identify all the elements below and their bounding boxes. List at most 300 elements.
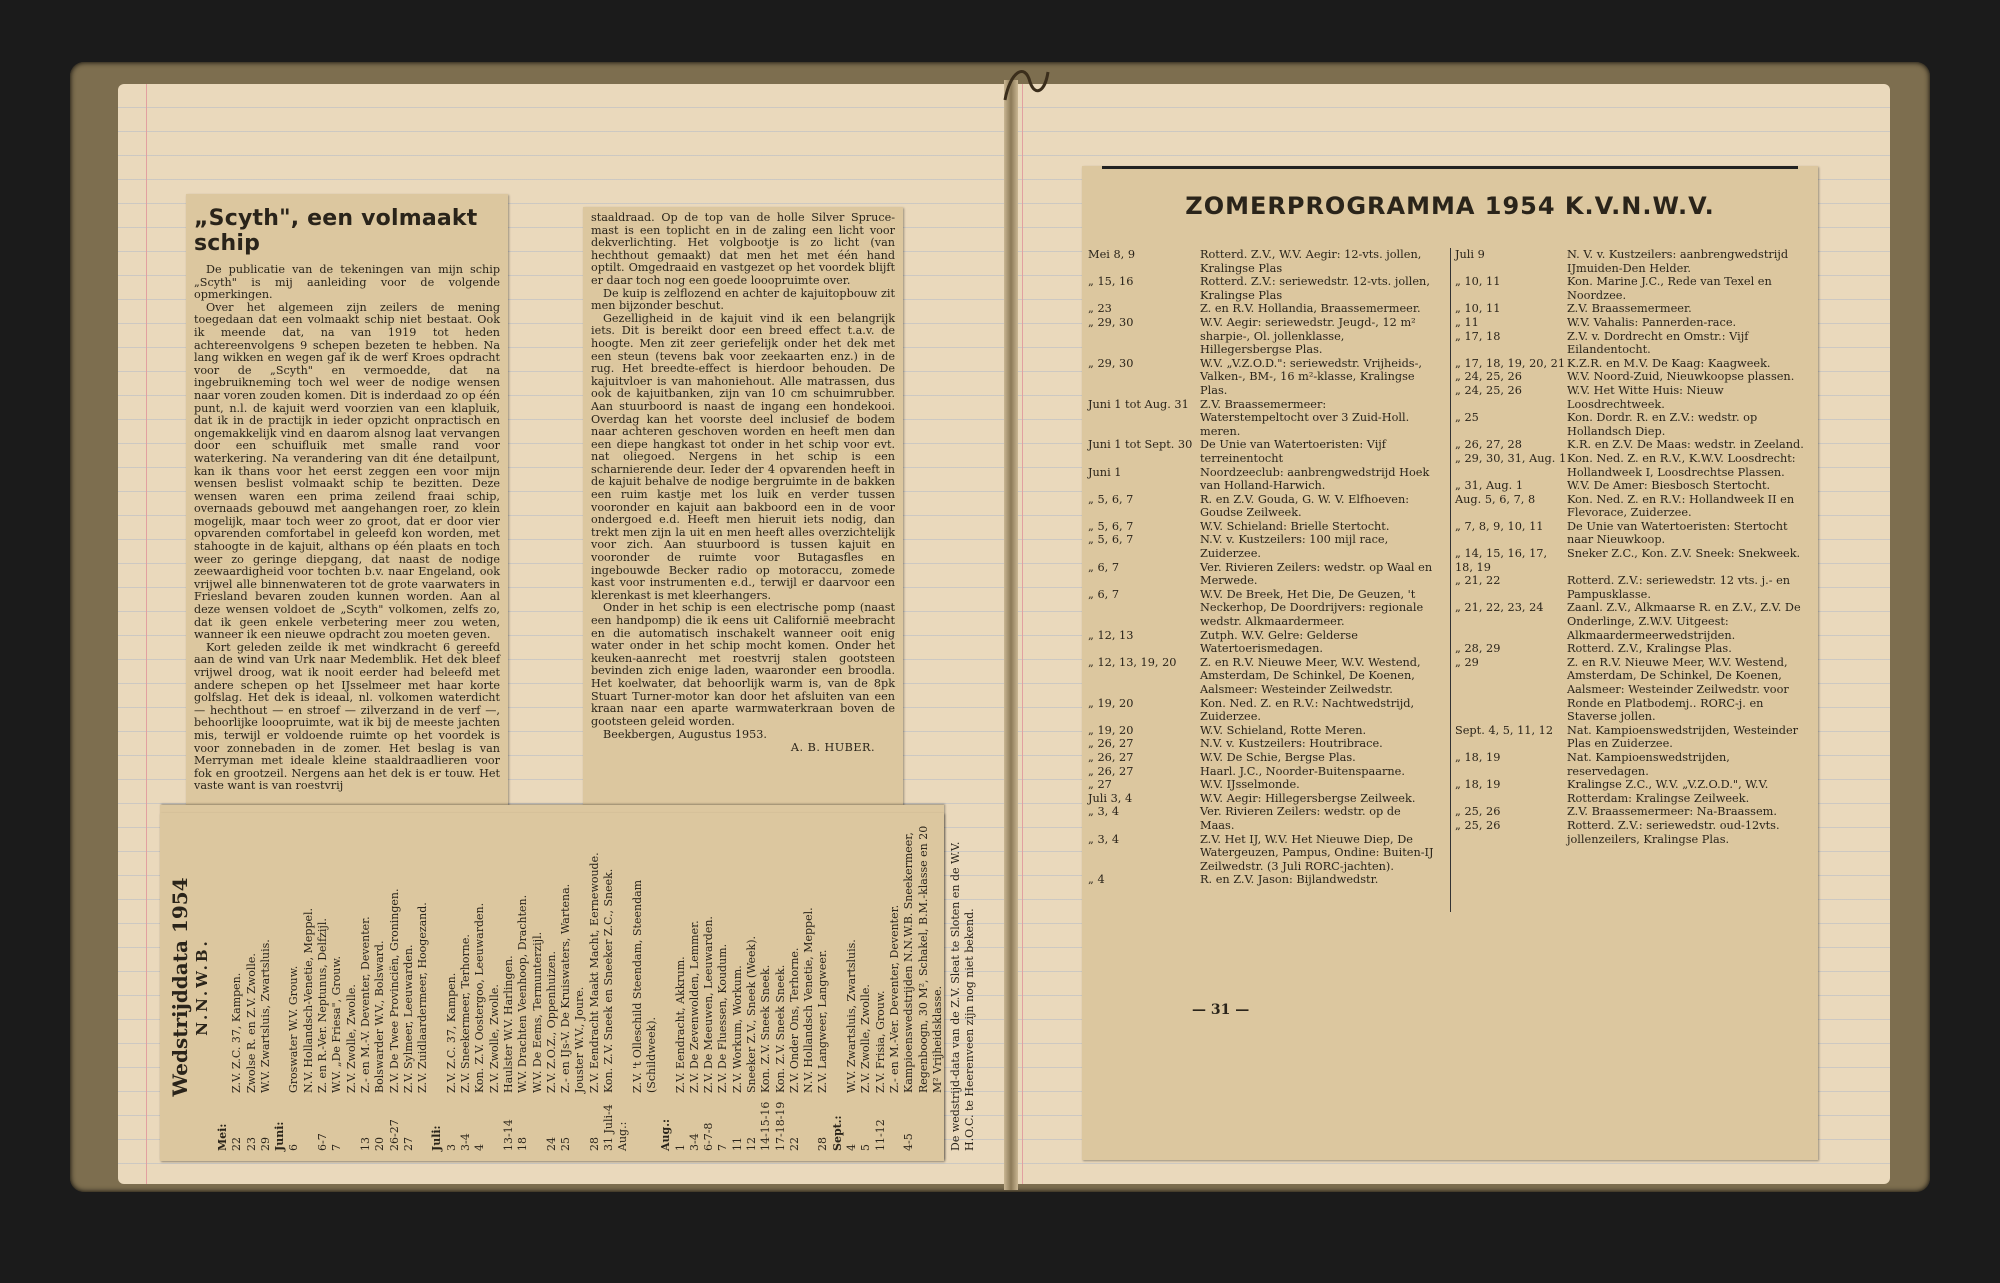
zomerprogramma-right-column [1445,248,1812,887]
date-cell: 4 [473,1144,487,1151]
date-cell: 29 [258,1137,272,1151]
date-cell: Juni: [273,1121,287,1151]
date-cell: 3 [444,1144,458,1151]
date-cell: 3-4 [687,1133,701,1151]
event-cell: Z.V. Z.C. 37, Kampen. [444,972,458,1093]
article-text-col2 [591,212,895,728]
list-item [1455,479,1812,493]
event-cell: R. en Z.V. Jason: Bijlandwedstr. [1200,873,1379,887]
date-cell: 17-18-19 [773,1101,787,1151]
list-item [1088,275,1445,302]
article-paragraph: De kuip is zelflozend en achter de kajuitopbouw zit men bijzonder beschut. [591,286,895,313]
list-item [688,823,702,1151]
list-item [1088,805,1445,832]
list-item [1088,520,1445,534]
event-cell: Kralingse Z.C., W.V. „V.Z.O.D.", W.V. Rotterdam: Kralingse Zeilweek. [1567,778,1769,805]
date-cell: 1 [673,1144,687,1151]
event-cell: W.V. „V.Z.O.D.": seriewedstr. Vrijheids-, Valken-, BM-, 16 m²-klasse, Kralingse Plas. [1200,356,1423,397]
event-cell: N.V. Hollandsch Venetie, Meppel. [802,907,816,1093]
event-cell [216,823,230,1093]
date-cell: „ 3, 4 [1088,805,1120,819]
event-cell: W.V. Aegir: Hillegersbergse Zeilweek. [1200,791,1416,805]
list-item [388,823,402,1151]
event-cell: Kampioenswedstrijden N.N.W.B. Sneekermeer, Regenboogn, 30 M², Schakel, B.M.-klasse en 20 M² Vrijheidsklasse. [902,825,944,1093]
list-item [1088,466,1445,493]
event-cell [659,823,673,1093]
event-cell: W.V. De Eems, Termunterzijl. [530,931,544,1093]
event-cell: Kon. Z.V. Sneek en Sneeker Z.C., Sneek. [602,868,616,1093]
list-item [1088,302,1445,316]
event-cell: Z.V. Eendracht Maakt Macht, Eernewoude. [587,852,601,1093]
list-item [430,823,444,1151]
list-item [531,823,545,1151]
date-cell [416,1093,430,1151]
date-cell: „ 17, 18, 19, 20, 21 [1455,356,1566,370]
list-item [359,823,373,1151]
date-cell: 6-7-8 [702,1122,716,1151]
list-item [373,823,387,1151]
list-item [402,823,416,1151]
list-item [1088,561,1445,588]
list-item [1088,724,1445,738]
date-cell [345,1093,359,1151]
date-cell: „ 29, 30 [1088,315,1134,329]
list-item [788,823,802,1151]
date-cell: „ 29, 30, 31, Aug. 1 [1455,451,1567,465]
list-item [1455,302,1812,316]
date-cell: Aug.: [659,1118,673,1151]
event-cell: Z.V. Braassemermeer. [1567,302,1692,316]
event-cell: Z.V. De Zevenwolden, Lemmer. [687,920,701,1093]
event-cell: W.V. Vahalis: Pannerden-race. [1567,315,1737,329]
date-cell [888,1093,902,1151]
event-cell: Ver. Rivieren Zeilers: wedstr. op Waal en Merwede. [1200,560,1433,588]
list-item [1088,792,1445,806]
event-cell: Z. en R.V. Nieuwe Meer, W.V. Westend, Amsterdam, De Schinkel, De Koenen, Aalsmeer: Westeinder Zeilwedstr. voor Ronde en Platbodemj.. RORC-j. en Staverse jollen. [1567,655,1789,724]
list-item [445,823,459,1151]
event-cell: De Unie van Watertoeristen: Stertocht naar Nieuwkoop. [1567,519,1788,547]
date-cell: 22 [787,1137,801,1151]
event-cell: Z.V. Sylmeer, Leeuwarden. [401,944,415,1093]
wedstrijddata-title: Wedstrijddata 1954 [168,877,192,1097]
event-cell: Rotterd. Z.V.: seriewedstr. oud-12vts. jollenzeilers, Kralingse Plas. [1567,818,1780,846]
event-cell: Rotterd. Z.V.: seriewedstr. 12-vts. jollen, Kralingse Plas [1200,275,1430,302]
date-cell: Juli 9 [1455,248,1485,261]
date-cell: „ 21, 22 [1455,574,1501,588]
event-cell: Z.V. Workum, Workum. [730,965,744,1093]
date-cell: „ 25, 26 [1455,805,1501,819]
event-cell: Z.V. Eendracht, Akkrum. [673,956,687,1093]
event-cell: W.V. De Breek, Het Die, De Geuzen, 't Neckerhop, De Doordrijvers: regionale wedstr. Alkmaardermeer. [1200,587,1424,629]
event-cell: Jouster W.V., Joure. [573,986,587,1093]
event-cell: Groswater W.V. Grouw. [287,965,301,1093]
date-cell [531,1093,545,1151]
event-cell: Zwolse R. en Z.V. Zwolle. [244,953,258,1093]
event-cell: De Unie van Watertoeristen: Vijf terreinentocht [1200,438,1386,465]
list-item [588,823,602,1151]
event-cell: W.V. Zwartsluis, Zwartsluis. [258,939,272,1093]
event-cell: Kon. Ned. Z. en R.V., K.W.V. Loosdrecht: Hollandweek I, Loosdrechtse Plassen. [1567,451,1796,479]
article-title: „Scyth", een volmaakt schip [194,206,478,256]
list-item [1455,805,1812,819]
list-item [902,823,945,1151]
event-cell: W.V. Het Witte Huis: Nieuw Loosdrechtweek. [1567,383,1724,411]
event-cell: Z.V. Braassemermeer: Waterstempeltocht over 3 Zuid-Holl. meren. [1200,397,1410,438]
list-item [1088,656,1445,697]
event-cell [430,823,444,1093]
date-cell: Sept.: [830,1115,844,1151]
date-cell: Mei 8, 9 [1088,248,1136,261]
list-item [1455,547,1812,574]
event-cell: Nat. Kampioenswedstrijden, Westeinder Plas en Zuiderzee. [1567,723,1799,751]
event-cell: N.V. v. Kustzeilers: Houtribrace. [1200,737,1383,751]
event-cell: Bolswarder W.V., Bolsward. [373,940,387,1093]
date-cell: Mei: [216,1123,229,1151]
list-item [1088,248,1445,275]
date-cell: „ 19, 20 [1088,723,1134,737]
date-cell: 20 [373,1137,387,1151]
article-paragraph: De publicatie van de tekeningen van mijn schip „Scyth" is mij aanleiding voor de volgende opmerkingen. [194,263,500,302]
date-cell: „ 27 [1088,778,1112,792]
date-cell: „ 26, 27 [1088,750,1134,764]
event-cell: W.V. Noord-Zuid, Nieuwkoopse plassen. [1567,370,1795,384]
list-item [1455,330,1812,357]
list-item [559,823,573,1151]
list-item [316,823,330,1151]
list-item [1455,452,1812,479]
date-cell: 13 [358,1137,372,1151]
event-cell: Kon. Dordr. R. en Z.V.: wedstr. op Hollandsch Diep. [1567,411,1758,438]
list-item [1088,778,1445,792]
date-cell: 14-15-16 [759,1101,773,1151]
list-item [545,823,559,1151]
event-cell: Nat. Kampioenswedstrijden, reservedagen. [1567,750,1730,778]
date-cell: 7 [330,1144,344,1151]
scyth-article-col1 [186,194,508,812]
list-item [1088,751,1445,765]
list-item [1088,833,1445,874]
list-item [716,823,730,1151]
list-item [502,823,516,1151]
event-cell: Rotterd. Z.V.: seriewedstr. 12 vts. j.- en Pampusklasse. [1567,574,1791,601]
date-cell: „ 28, 29 [1455,642,1501,656]
date-cell: „ 29 [1455,655,1479,669]
date-cell: „ 26, 27 [1088,737,1134,751]
date-cell: Juni 1 [1088,465,1122,479]
list-item [1088,493,1445,520]
list-item [859,823,873,1151]
article-paragraph: Onder in het schip is een electrische pomp (naast een handpomp) die ik eens uit Californië meebracht en die automatisch inschakelt wanneer ooit enig water onder in het schip mocht komen. Onder het keuken-aanrecht met roestvrij stalen gootsteen bevinden zich enige laden, waaronder een broodla. Het koelwater, dat behoorlijk warm is, van de 8pk Stuart Turner-motor kan door het afsluiten van een kraan naar een aparte warmwaterkraan boven de gootsteen geleid worden. [591,601,895,728]
date-cell: 18 [516,1137,530,1151]
date-cell: 7 [716,1144,730,1151]
list-item [816,823,830,1151]
date-cell [488,1093,502,1151]
date-cell: Juni 1 tot Sept. 30 [1088,438,1193,452]
event-cell [273,823,287,1093]
list-item [1455,411,1812,438]
date-cell: 11-12 [873,1119,887,1151]
article-text-col1 [194,264,500,793]
list-item [1088,629,1445,656]
event-cell: Kon. Ned. Z. en R.V.: Nachtwedstrijd, Zuiderzee. [1200,696,1415,724]
date-cell: Juli: [430,1125,444,1151]
list-item [802,823,816,1151]
list-item [1088,737,1445,751]
list-item [631,823,660,1151]
date-cell: 25 [559,1137,573,1151]
event-cell: Z.V. Frisia, Grouw. [873,990,887,1093]
zomerprogramma-title: ZOMERPROGRAMMA 1954 K.V.N.W.V. [1185,192,1715,220]
wedstrijddata-footer: De wedstrijd-data van de Z.V. Sleat te Sloten en de W.V. H.O.C. te Heerenveen zijn nog niet bekend. [949,841,977,1151]
date-cell: 3-4 [459,1133,473,1151]
scyth-article-col2 [583,207,903,813]
list-item [345,823,359,1151]
list-item [845,823,859,1151]
event-cell: Haulster W.V. Harlingen. [501,955,515,1093]
list-item [1088,533,1445,560]
event-cell: Z.V. Langweer, Langweer. [816,949,830,1093]
article-paragraph: Gezelligheid in de kajuit vind ik een belangrijk iets. Dit is bereikt door een breed effect t.a.v. de hoogte. Men zit zeer geriefelijk onder het dek met een steun (tevens bak voor zeekaarten enz.) in de rug. Het breedte-effect is hierdoor behouden. De kajuitvloer is van mahoniehout. Alle matrassen, dus ook de kajuitbanken, zijn van 10 cm schuimrubber. Aan stuurboord is naast de ingang een hondekooi. Overdag kan het voorste deel inclusief de bodem naar achteren geschoven worden en heeft men dan een diepe hangkast tot onder in het schip voor evt. nat oliegoed. Nergens in het schip is een scharnierende deur. Ieder der 4 opvarenden heeft in de kajuit behalve de nodige bergruimte in de bakken een ruim kastje met los luik en verder tussen vooronder en kajuit aan bakboord een in de voor ondergoed e.d. Heeft men hieruit iets nodig, dan trekt men zijn la uit en men heeft alles overzichtelijk voor zich. Aan stuurboord is tussen kajuit en vooronder de ruimte voor Butagasfles en ingebouwde Becker radio op motoraccu, zomede kast voor instrumenten e.d., terwijl er daarvoor een klerenkast is met kleerhangers. [591,311,895,602]
list-item [1455,357,1812,371]
list-item [488,823,502,1151]
date-cell: 22 [230,1137,244,1151]
event-cell: Kon. Ned. Z. en R.V.: Hollandweek II en Flevorace, Zuiderzee. [1567,492,1795,520]
list-item [874,823,888,1151]
list-item [1455,384,1812,411]
event-cell: W.V. „De Friesa", Grouw. [330,956,344,1093]
list-item [473,823,487,1151]
event-cell: Sneker Z.C., Kon. Z.V. Sneek: Snekweek. [1567,547,1801,561]
event-cell: Z.V. Het IJ, W.V. Het Nieuwe Diep, De Watergeuzen, Pampus, Ondine: Buiten-IJ Zeilwedstr. (3 Juli RORC-jachten). [1200,832,1434,873]
date-cell: „ 18, 19 [1455,778,1501,792]
date-cell: „ 6, 7 [1088,560,1120,574]
list-item [1455,574,1812,601]
list-item [1455,438,1812,452]
list-item [459,823,473,1151]
list-item [1088,398,1445,439]
event-cell: W.V. Schieland, Rotte Meren. [1200,723,1367,737]
date-cell: Juli 3, 4 [1088,791,1133,805]
event-cell: Z.V. 't Olleschild Steendam, Steendam (Schildweek). [630,879,658,1093]
zomerprogramma-rule [1102,166,1798,169]
event-cell: W.V. Aegir: seriewedstr. Jeugd-, 12 m² sharpie-, Ol. jollenklasse, Hillegersbergse Plas. [1200,315,1416,357]
event-cell: Z.- en M.-Ver. Deventer, Deventer. [887,904,901,1093]
date-cell: „ 23 [1088,302,1112,316]
date-cell: „ 3, 4 [1088,832,1120,846]
article-author: A. B. HUBER. [790,741,875,755]
date-cell: 6-7 [316,1133,330,1151]
event-cell: W.V. Zwartsluis, Zwartsluis. [845,939,859,1093]
wedstrijddata-body [160,813,977,1161]
date-cell: „ 5, 6, 7 [1088,492,1134,506]
event-cell: R. en Z.V. Gouda, G. W. V. Elfhoeven: Goudse Zeilweek. [1200,492,1410,520]
list-item [287,823,301,1151]
article-place-date: Beekbergen, Augustus 1953. [603,728,767,742]
event-cell: Z.V. Zwolle, Zwolle. [487,984,501,1093]
date-cell [302,1093,316,1151]
event-cell [831,823,845,1093]
event-cell: N. V. v. Kustzeilers: aanbrengwedstrijd IJmuiden-Den Helder. [1567,248,1789,275]
date-cell: „ 10, 11 [1455,275,1501,289]
list-item [330,823,344,1151]
event-cell: Z.V. Z.O.Z., Oppenhuizen. [544,951,558,1093]
event-cell: W.V. IJsselmonde. [1200,778,1300,792]
date-cell [802,1093,816,1151]
date-cell: 12 [744,1137,758,1151]
zomerprogramma-columns [1088,248,1812,887]
list-item [774,823,788,1151]
date-cell: 31 Juli-4 Aug.: [602,1104,630,1151]
date-cell: 5 [859,1144,873,1151]
event-cell: Z.V. De Fluessen, Koudum. [716,943,730,1093]
page-number: — 31 — [1192,1002,1250,1018]
date-cell: 27 [401,1137,415,1151]
date-cell: „ 31, Aug. 1 [1455,479,1524,493]
event-cell: N.V. Hollandsch-Venetie, Meppel. [301,907,315,1093]
date-cell [631,1093,660,1151]
list-item [1088,697,1445,724]
date-cell: „ 18, 19 [1455,750,1501,764]
list-item [1088,438,1445,465]
event-cell: Haarl. J.C., Noorder-Buitenspaarne. [1200,764,1405,778]
date-cell: Juni 1 tot Aug. 31 [1088,397,1189,411]
event-cell: W.V. Drachten Veenhoop, Drachten. [516,894,530,1093]
date-cell: „ 15, 16 [1088,275,1134,289]
article-signoff [591,728,895,754]
event-cell: W.V. Schieland: Brielle Stertocht. [1200,519,1390,533]
list-item [759,823,773,1151]
date-cell: „ 7, 8, 9, 10, 11 [1455,519,1544,533]
list-item [1455,751,1812,778]
event-cell: Z.V. Zwolle, Zwolle. [344,984,358,1093]
date-cell [573,1093,587,1151]
list-item [1455,493,1812,520]
list-item [1088,588,1445,629]
event-cell: K.Z.R. en M.V. De Kaag: Kaagweek. [1567,356,1771,370]
date-cell: 28 [816,1137,830,1151]
zomerprogramma-left-column [1088,248,1445,887]
list-item [230,823,244,1151]
list-item [1455,778,1812,805]
list-item [245,823,259,1151]
date-cell: „ 4 [1088,873,1105,887]
date-cell: 13-14 [501,1119,515,1151]
list-item [831,823,845,1151]
date-cell: „ 12, 13, 19, 20 [1088,655,1177,669]
event-cell: Sneeker Z.V., Sneek (Week). [744,935,758,1093]
event-cell: N.V. v. Kustzeilers: 100 mijl race, Zuiderzee. [1200,533,1389,561]
event-cell: Z.V. Sneekermeer, Terhorne. [459,934,473,1093]
wedstrijddata-list [216,823,945,1151]
date-cell: „ 6, 7 [1088,587,1120,601]
date-cell: „ 25, 26 [1455,818,1501,832]
event-cell: W.V. De Amer: Biesbosch Stertocht. [1567,479,1771,493]
event-cell: Z.V. v. Dordrecht en Omstr.: Vijf Eilandentocht. [1567,329,1749,357]
date-cell: „ 25 [1455,411,1479,425]
list-item [659,823,673,1151]
date-cell: „ 17, 18 [1455,329,1501,343]
list-item [674,823,688,1151]
list-item [573,823,587,1151]
list-item [1455,370,1812,384]
event-cell: Z.V. Zuidlaardermeer, Hoogezand. [416,902,430,1093]
event-cell: Z. en R.V. Hollandia, Braassemermeer. [1200,302,1421,316]
list-item [1088,316,1445,357]
date-cell: 11 [730,1137,744,1151]
list-item [1455,724,1812,751]
event-cell: Z. en R.V. Nieuwe Meer, W.V. Westend, Amsterdam, De Schinkel, De Koenen, Aalsmeer: Westeinder Zeilwedstr. [1200,655,1421,696]
list-item [1088,765,1445,779]
list-item [416,823,430,1151]
date-cell: 26-27 [387,1119,401,1151]
date-cell: 23 [244,1137,258,1151]
list-item [1455,248,1812,275]
list-item [302,823,316,1151]
event-cell: Z.V. Z.C. 37, Kampen. [230,972,244,1093]
date-cell: „ 5, 6, 7 [1088,533,1134,547]
date-cell: „ 21, 22, 23, 24 [1455,601,1544,615]
article-paragraph: Over het algemeen zijn zeilers de mening toegedaan dat een volmaakt schip niet bestaat. Ook ik meende dat, na van 1919 tot heden achtereenvolgens 9 schepen bezeten te hebben. Na lang wikken en wegen gaf ik de werf Kroes opdracht voor de „Scyth" en vermoedde, dat na ingebruikneming toch wel weer de nodige wensen naar voren zouden komen. Dit is inderdaad zo op één punt, n.l. de kajuit werd voorzien van een klapluik, dat ik in de practijk in ieder opzicht onpractisch en ongemakkelijk vind en daarom alsnog laat vervangen door een schuifluik met smalle rand voor waterkering. Na verandering van dit éne detailpunt, kan ik thans voor het eerst zeggen een voor mijn wensen beslist volmaakt schip te bezitten. Deze wensen waren een prima zeilend fraai schip, overnaads gebouwd met aangehangen roer, zo klein mogelijk, maar toch weer zo groot, dat er door vier opvarenden comfortabel in geleefd kon worden, met stahoogte in de kajuit, althans op één plaats en toch weer zo geringe diepgang, dat naast de nodige zeewaardigheid voor tochten b.v. naar Engeland, ook vrijwel alle binnenwateren tot de grote vaarwaters in Friesland bevaren zouden kunnen worden. Aan al deze wensen voldoet de „Scyth" volkomen, zelfs zo, dat ik geen enkele verbetering meer zou weten, wanneer ik een nieuwe opdracht zou moeten geven. [194,300,500,642]
event-cell: Z.- en IJs-V. De Kruiswaters, Wartena. [559,883,573,1093]
event-cell: Rotterd. Z.V., W.V. Aegir: 12-vts. jollen, Kralingse Plas [1200,248,1422,275]
date-cell: „ 26, 27, 28 [1455,438,1522,452]
event-cell: Rotterd. Z.V., Kralingse Plas. [1567,642,1732,656]
event-cell: Kon. Z.V. Sneek Sneek. [759,964,773,1093]
date-cell: Sept. 4, 5, 11, 12 [1455,723,1554,737]
event-cell: Kon. Z.V. Oostergoo, Leeuwarden. [473,902,487,1093]
date-cell: „ 12, 13 [1088,628,1134,642]
event-cell: W.V. De Schie, Bergse Plas. [1200,750,1356,764]
date-cell: 24 [544,1137,558,1151]
list-item [273,823,287,1151]
event-cell: Z.V. De Meeuwen, Leeuwarden. [702,916,716,1093]
event-cell: Z.V. Braassemermeer: Na-Braassem. [1567,805,1777,819]
date-cell: „ 26, 27 [1088,764,1134,778]
event-cell: Zutph. W.V. Gelre: Gelderse Watertoerismedagen. [1200,628,1358,656]
date-cell: „ 24, 25, 26 [1455,370,1522,384]
list-item [1455,275,1812,302]
list-item [702,823,716,1151]
wedstrijddata-subtitle: N.N.W.B. [193,938,211,1036]
list-item [1088,873,1445,887]
event-cell: Noordzeeclub: aanbrengwedstrijd Hoek van Holland-Harwich. [1200,465,1430,493]
margin-line [146,84,147,1184]
article-paragraph: staaldraad. Op de top van de holle Silver Spruce-mast is een toplicht en in de zaling een licht voor dekverlichting. Het volgbootje is zo licht (van hechthout gemaakt) dat men het met één hand optilt. Omgedraaid en vastgezet op het voordek blijft er daar toch nog een goede looopruimte over. [591,211,895,287]
list-item [1455,642,1812,656]
article-paragraph: Kort geleden zeilde ik met windkracht 6 gereefd aan de wind van Urk naar Medemblik. Het dek bleef vrijwel droog, wat ik nooit eerder had beleefd met andere schepen op het IJsselmeer met haar korte golfslag. Het dek is ideaal, nl. volkomen waterdicht — hechthout — en stroef — zilverzand in de verf —, behoorlijke looopruimte, wat ik bij de meeste jachten mis, terwijl er voldoende ruimte op het voordek is voor zonnebaden in de zomer. Het beslag is van Merryman met ideale kleine staaldraadlieren voor fok en grootzeil. Nergens aan het dek is er touw. Het vaste want is van roestvrij [194,640,500,793]
zomerprogramma-clipping [1082,166,1818,1160]
book-spine [1004,80,1018,1190]
list-item [888,823,902,1151]
date-cell: 4-5 [902,1133,916,1151]
wedstrijddata-rotated [160,813,977,1161]
event-cell: Z.V. Zwolle, Zwolle. [859,984,873,1093]
list-item [259,823,273,1151]
event-cell: Kon. Marine J.C., Rede van Texel en Noordzee. [1567,275,1772,302]
event-cell: Kon. Z.V. Sneek Sneek. [773,964,787,1093]
event-cell: Z. en R.-Ver. Neptunus, Delfzijl. [316,918,330,1093]
list-item [1088,357,1445,398]
date-cell: „ 10, 11 [1455,302,1501,316]
date-cell: „ 24, 25, 26 [1455,383,1522,397]
list-item [516,823,530,1151]
list-item [1455,316,1812,330]
event-cell: Zaanl. Z.V., Alkmaarse R. en Z.V., Z.V. De Onderlinge, Z.W.V. Uitgeest: Alkmaardermeerwedstrijden. [1567,601,1801,642]
date-cell: „ 29, 30 [1088,356,1134,370]
date-cell: „ 5, 6, 7 [1088,519,1134,533]
date-cell: „ 11 [1455,315,1479,329]
date-cell: 4 [845,1144,859,1151]
